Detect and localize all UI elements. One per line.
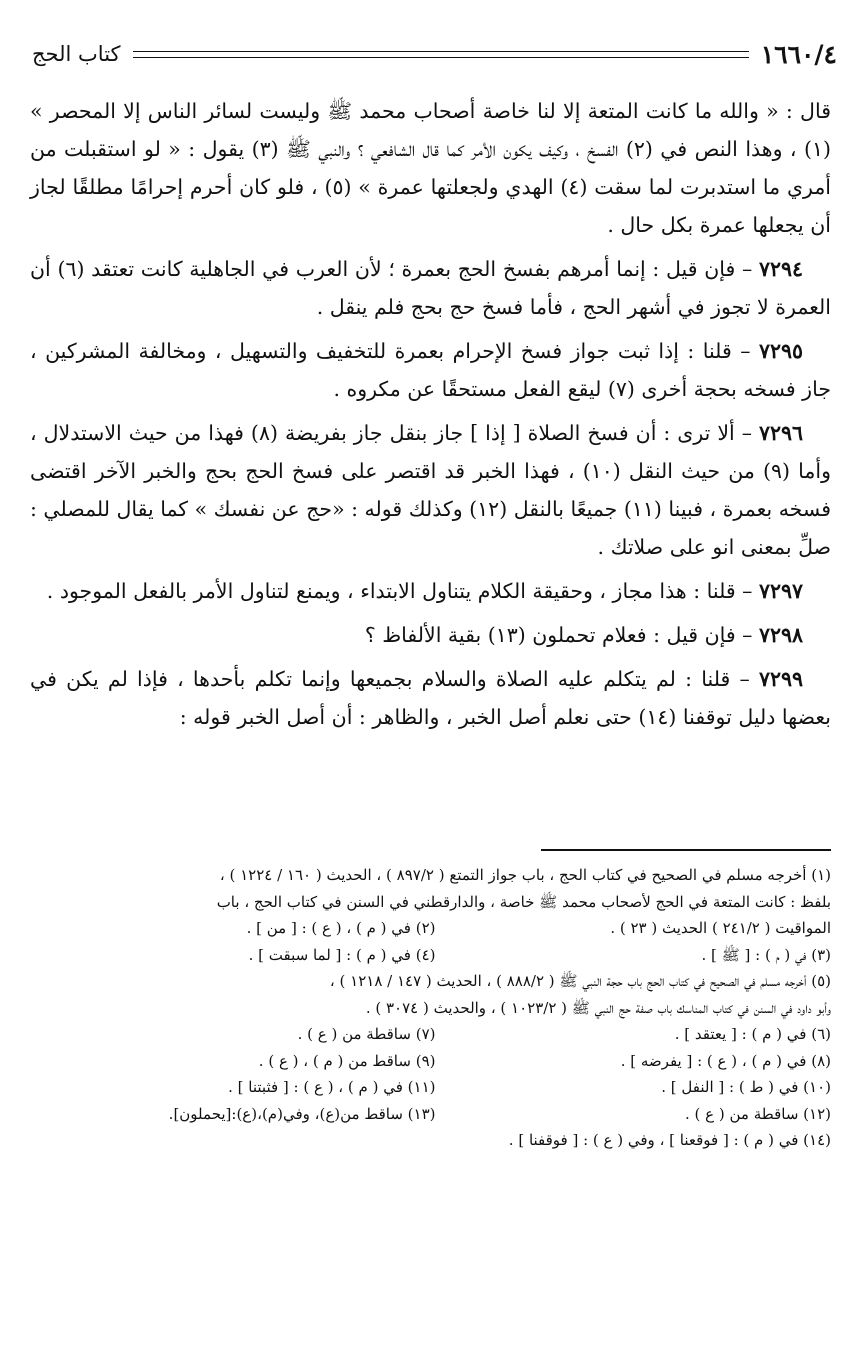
book-title: كتاب الحج	[32, 42, 121, 66]
footnote-item: (١١) في ( م ) ، ( ع ) : [ فثبتنا ] .	[228, 1078, 436, 1096]
paragraph-7298	[30, 616, 831, 654]
paragraph-number: ٧٢٩٥	[758, 339, 803, 363]
footnote-row	[40, 942, 831, 969]
paragraph-text: – قلنا : إذا ثبت جواز فسخ الإحرام بعمرة للتخفيف والتسهيل ، ومخالفة المشركين ، جاز فسخه بحجة أخرى (٧) ليقع الفعل مستحقًا عن مكروه .	[30, 339, 831, 401]
page-number: ١٦٦٠/٤	[760, 39, 837, 69]
footnote-item: (٧) ساقطة من ( ع ) .	[297, 1025, 436, 1043]
footnotes	[40, 862, 831, 1154]
footnote-row	[40, 1021, 831, 1048]
paragraph-text: – فإن قيل : إنما أمرهم بفسخ الحج بعمرة ؛ لأن العرب في الجاهلية كانت تعتقد (٦) أن العمرة لا تجوز في أشهر الحج ، فأما فسخ حج بحج فلم ينقل .	[30, 257, 831, 319]
footnote-line: (٥) أخرجه مسلم في الصحيح في كتاب الحج باب حجة النبي ﷺ ( ٨٨٨/٢ ) ، الحديث ( ١٤٧ / ١٢١٨ ) ،	[329, 972, 831, 990]
footnote-item: (١٣) ساقط من(ع)، وفي(م)،(ع):[يحملون].	[168, 1104, 436, 1123]
footnote-item: (٢) في ( م ) ، ( ع ) : [ من ] .	[246, 919, 436, 937]
footnote-separator	[541, 849, 831, 851]
paragraph-number: ٧٢٩٧	[758, 579, 803, 603]
paragraph-number: ٧٢٩٦	[758, 421, 803, 445]
paragraph-text: قال : « والله ما كانت المتعة إلا لنا خاصة أصحاب محمد ﷺ وليست لسائر الناس إلا المحصر » (١) ، وهذا النص في (٢) الفسخ ، وكيف يكون الأمر كما قال الشافعي ؟ والنبي ﷺ (٣) يقول : « لو استقبلت من أمري ما استدبرت لما سقت (٤) الهدي ولجعلتها عمرة » (٥) ، فلو كان أحرم إحرامًا مطلقًا لجاز أن يجعلها عمرة بكل حال .	[30, 99, 831, 237]
paragraph-7294	[30, 250, 831, 326]
footnote-row	[40, 1101, 831, 1128]
paragraph-7296	[30, 414, 831, 566]
footnote-item: (٦) في ( م ) : [ يعتقد ] .	[674, 1025, 831, 1043]
paragraph-text: – قلنا : هذا مجاز ، وحقيقة الكلام يتناول الابتداء ، ويمنع لتناول الأمر بالفعل الموجود .	[46, 579, 759, 603]
paragraph-text: – فإن قيل : فعلام تحملون (١٣) بقية الألفاظ ؟	[364, 623, 759, 647]
main-text	[30, 92, 831, 742]
paragraph-number: ٧٢٩٨	[758, 623, 803, 647]
header-rule	[133, 51, 749, 58]
running-header	[32, 34, 837, 74]
footnote-item: (٣) في ( م ) : [ ﷺ ] .	[701, 945, 831, 964]
paragraph-intro	[30, 92, 831, 244]
footnote-item: (١٢) ساقطة من ( ع ) .	[685, 1104, 831, 1123]
paragraph-number: ٧٢٩٩	[758, 667, 803, 691]
paragraph-7297	[30, 572, 831, 610]
footnote-item: (٩) ساقط من ( م ) ، ( ع ) .	[258, 1051, 436, 1070]
paragraph-number: ٧٢٩٤	[758, 257, 804, 281]
footnote-line: (١٤) في ( م ) : [ فوقعنا ] ، وفي ( ع ) : [ فوقفنا ] .	[508, 1131, 831, 1149]
footnote-row	[40, 915, 831, 942]
footnote-item: المواقيت ( ٢٤١/٢ ) الحديث ( ٢٣ ) .	[610, 919, 831, 937]
paragraph-text: – قلنا : لم يتكلم عليه الصلاة والسلام بجميعها وإنما تكلم بأحدها ، فإذا لم يكن في بعضها دليل توقفنا (١٤) حتى نعلم أصل الخبر ، والظاهر : أن أصل الخبر قوله :	[30, 667, 831, 729]
footnote-line: (١) أخرجه مسلم في الصحيح في كتاب الحج ، باب جواز التمتع ( ٨٩٧/٢ ) ، الحديث ( ١٦٠ / ١٢٢٤ ) ،	[219, 866, 831, 884]
footnote-item: (٤) في ( م ) : [ لما سبقت ] .	[248, 945, 436, 964]
footnote-item: (١٠) في ( ط ) : [ النفل ] .	[661, 1078, 831, 1096]
footnote-row	[40, 1074, 831, 1101]
footnote-item: (٨) في ( م ) ، ( ع ) : [ يفرضه ] .	[620, 1051, 831, 1070]
paragraph-text: – ألا ترى : أن فسخ الصلاة [ إذا ] جاز بنقل جاز بفريضة (٨) فهذا من حيث الاستدلال ، وأما (٩) من حيث النقل (١٠) ، فهذا الخبر قد اقتصر على فسخ الحج بحج والخبر الآخر اقتضى فسخه بعمرة ، فبينا (١١) جميعًا بالنقل (١٢) وكذلك قوله : «حج عن نفسك » كما يقال للمصلي : صلِّ بمعنى انو على صلاتك .	[30, 421, 832, 559]
footnote-line: وأبو داود في السنن في كتاب المناسك باب صفة حج النبي ﷺ ( ١٠٢٣/٢ ) ، والحديث ( ٣٠٧٤ ) .	[365, 998, 831, 1017]
footnote-row	[40, 1048, 831, 1075]
paragraph-7295	[30, 332, 831, 408]
footnote-line: بلفظ : كانت المتعة في الحج لأصحاب محمد ﷺ خاصة ، والدارقطني في السنن في كتاب الحج ، باب	[216, 892, 831, 911]
paragraph-7299	[30, 660, 831, 736]
